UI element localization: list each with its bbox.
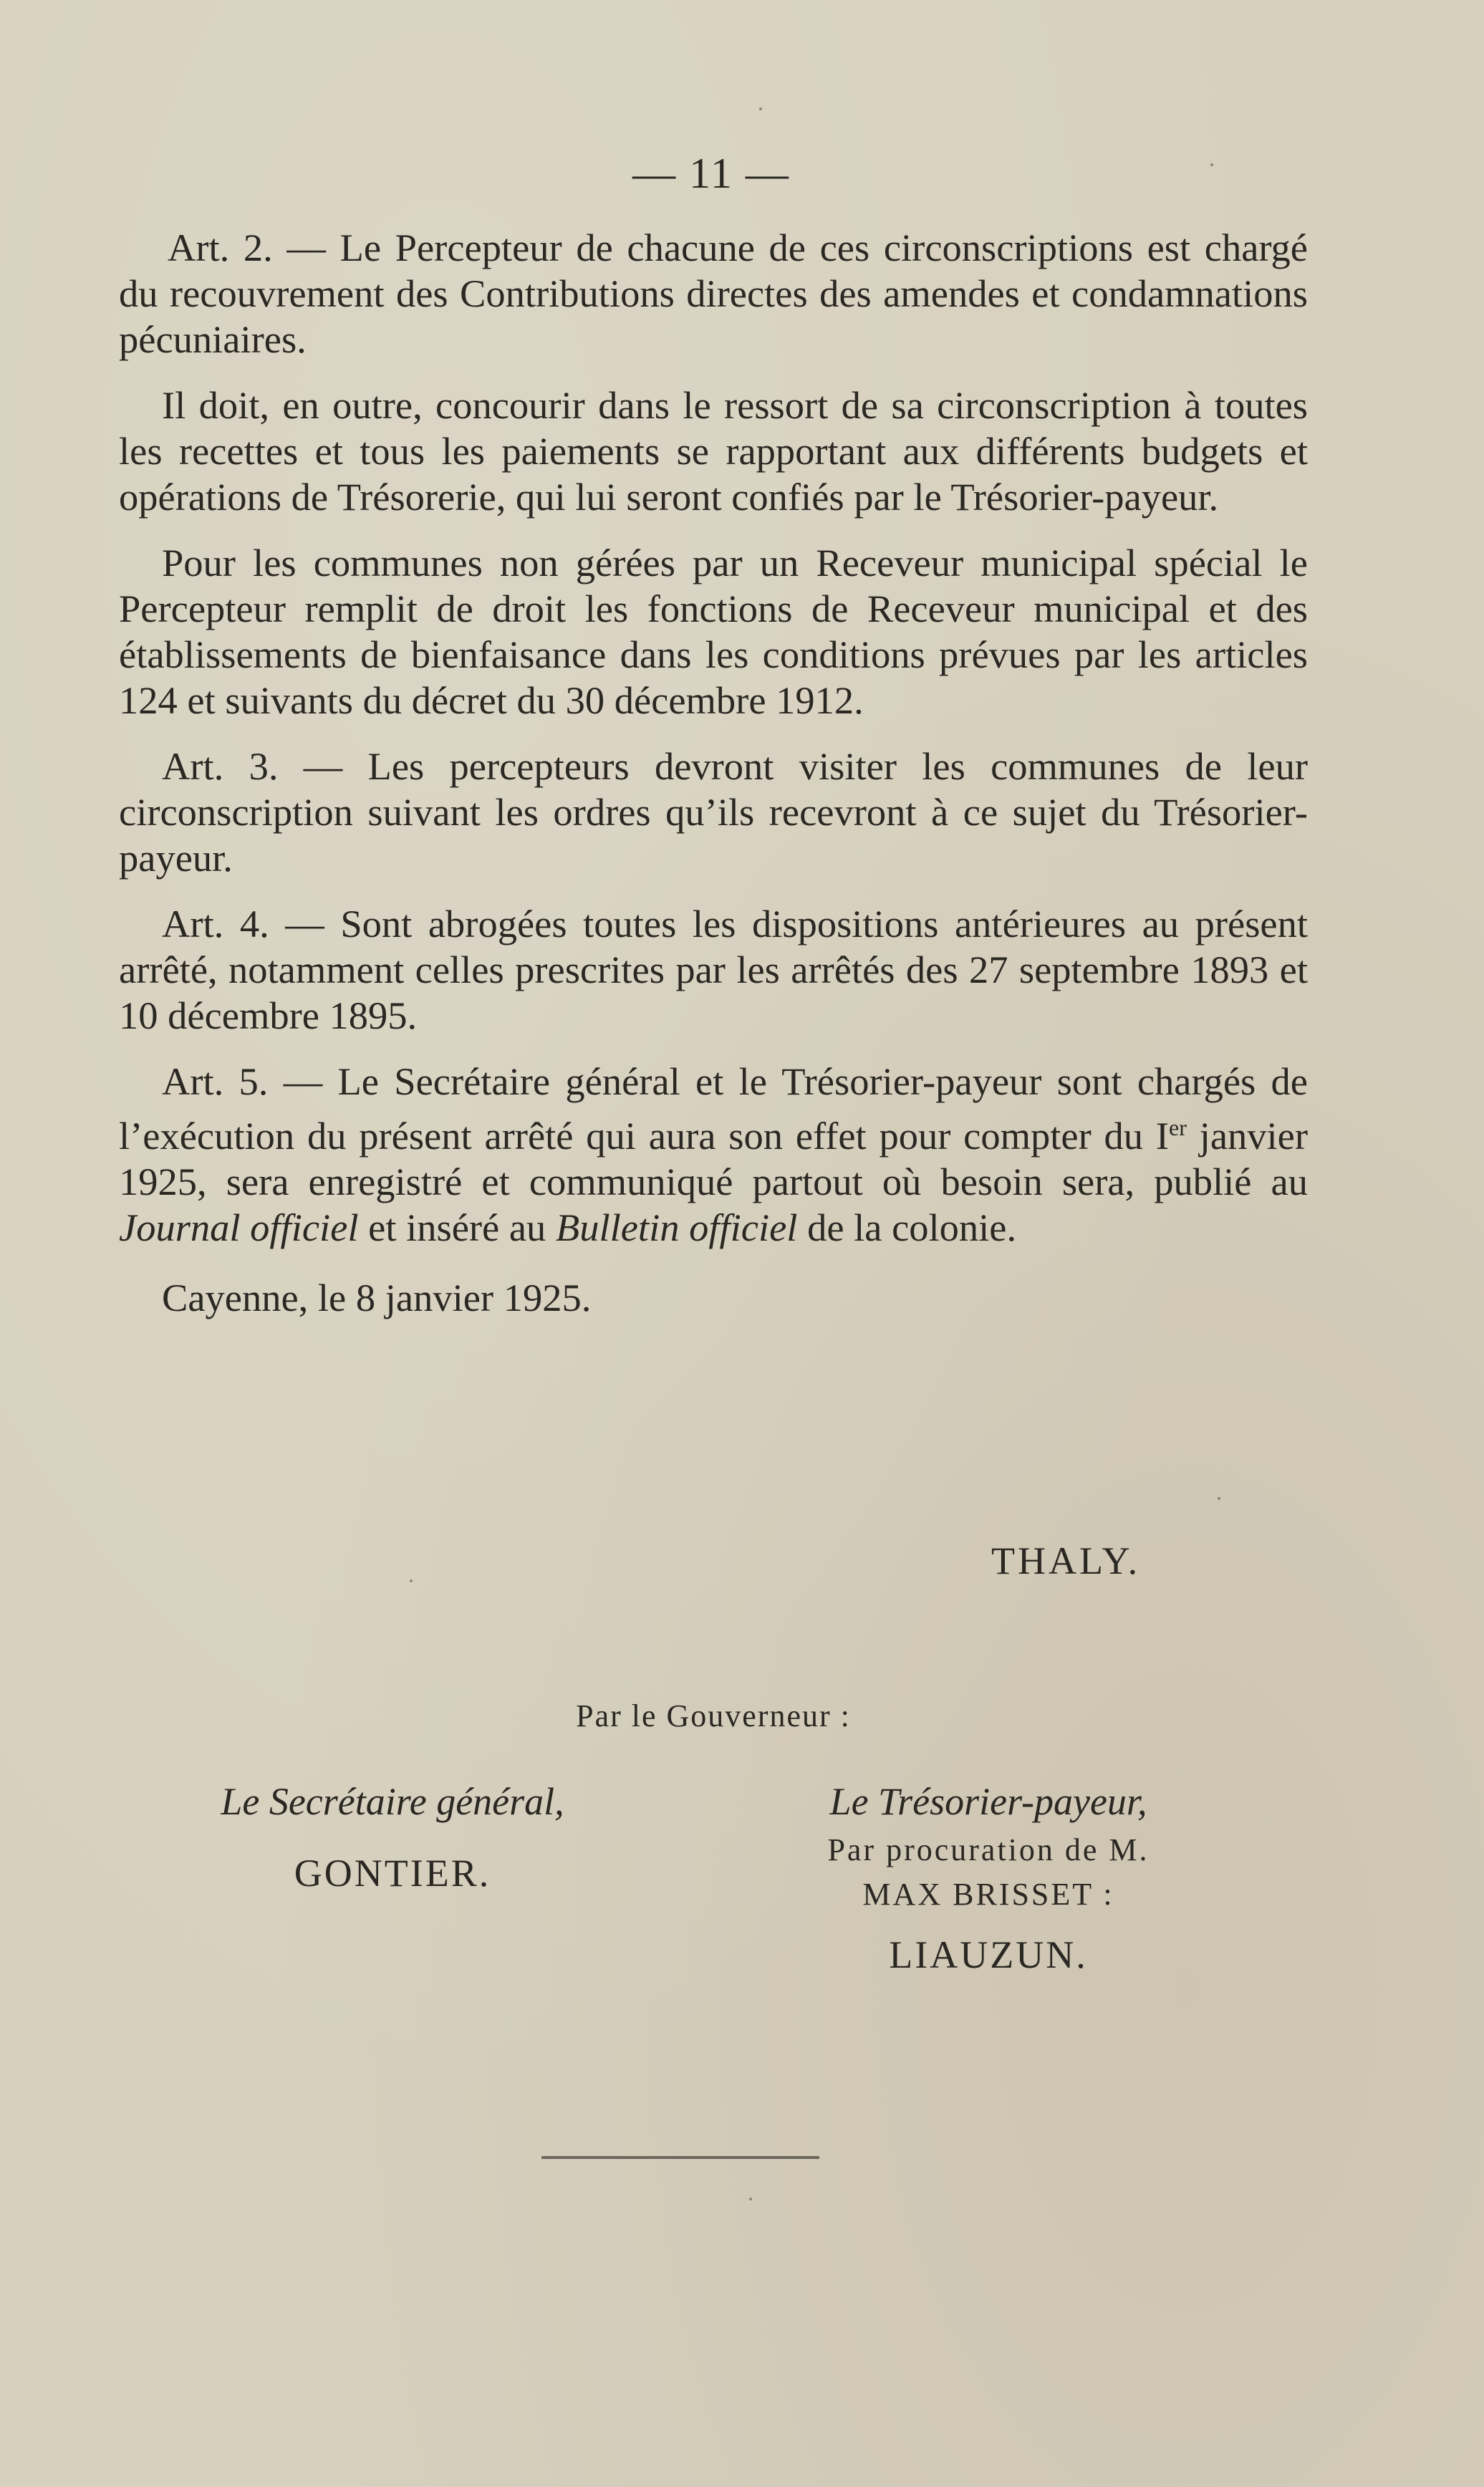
bulletin-officiel-title: Bulletin officiel	[555, 1206, 798, 1250]
paper-speck	[1218, 1497, 1220, 1500]
secretary-signature-block	[163, 1776, 622, 1895]
procuration-line-1: Par procuration de M.	[827, 1832, 1150, 1867]
treasurer-signature-block	[745, 1776, 1232, 1977]
secretary-name: GONTIER.	[294, 1852, 491, 1895]
page-number: — 11 —	[632, 150, 790, 197]
art5-text-2: janvier 1925, sera enregistré et communiqué partout où besoin sera, publié au	[119, 1114, 1308, 1204]
paragraph-art-3: Art. 3. — Les percepteurs devront visiter les communes de leur circonscription suivant les ordres qu’ils recevront à ce sujet du Trésorier-payeur.	[119, 744, 1308, 880]
art5-text-3: et inséré au	[358, 1206, 556, 1250]
art5-text-4: de la colonie.	[797, 1206, 1017, 1250]
secretary-title: Le Secrétaire général,	[221, 1780, 564, 1823]
paragraph-art-2: Art. 2. — Le Percepteur de chacune de ces circonscriptions est chargé du recouvrement des Contributions directes des amendes et condamnations pécuniaires.	[119, 226, 1308, 361]
par-le-gouverneur	[0, 1698, 1484, 1734]
closing-rule	[541, 2156, 819, 2159]
art5-text-1: Art. 5. — Le Secrétaire général et le Trésorier-payeur sont chargés de l’exécution du présent arrêté qui aura son effet pour compter du I	[119, 1059, 1308, 1158]
paper-speck	[410, 1579, 413, 1582]
dateline: Cayenne, le 8 janvier 1925.	[162, 1276, 592, 1320]
body-text	[119, 225, 1308, 1341]
art5-superscript: er	[1169, 1115, 1187, 1140]
governor-signature: THALY.	[991, 1539, 1141, 1582]
procuration-line-2: MAX BRISSET :	[862, 1877, 1114, 1912]
treasurer-title: Le Trésorier-payeur,	[829, 1780, 1147, 1823]
paragraph-art-4: Art. 4. — Sont abrogées toutes les dispositions antérieures au présent arrêté, notamment celles prescrites par les arrêtés des 27 septembre 1893 et 10 décembre 1895.	[119, 902, 1308, 1037]
treasurer-name: LIAUZUN.	[889, 1933, 1088, 1976]
paragraph-art-5	[119, 1059, 1308, 1251]
paper-speck	[759, 107, 762, 110]
paragraph-art-2-continued: Il doit, en outre, concourir dans le ressort de sa circonscription à toutes les recettes et tous les paiements se rapportant aux différents budgets et opérations de Trésorerie, qui lui seront confiés par le Trésorier-payeur.	[119, 383, 1308, 519]
paper-speck	[749, 2198, 752, 2200]
paragraph-communes: Pour les communes non gérées par un Receveur municipal spécial le Percepteur remplit de droit les fonctions de Receveur municipal et des établissements de bienfaisance dans les conditions prévues par les articles 124 et suivants du décret du 30 décembre 1912.	[119, 541, 1308, 722]
journal-officiel-title: Journal officiel	[119, 1206, 359, 1250]
paper-speck	[1210, 163, 1213, 166]
par-le-gouverneur-text: Par le Gouverneur :	[576, 1698, 851, 1733]
